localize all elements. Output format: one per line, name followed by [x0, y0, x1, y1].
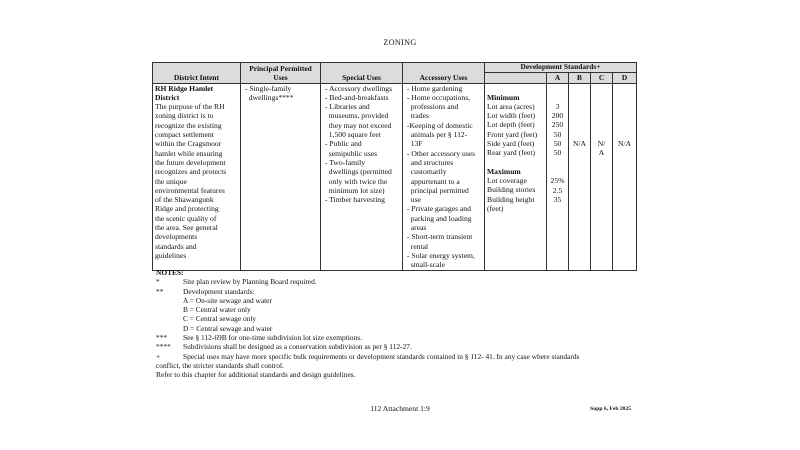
standard-label: Rear yard (feet)	[487, 148, 536, 158]
col-c-values-cell	[591, 83, 613, 270]
note-marker: *	[156, 277, 160, 287]
header-accessory-uses: Accessory Uses	[403, 63, 485, 84]
standard-label: Lot coverage	[487, 175, 527, 185]
note-item	[156, 277, 636, 286]
notes-section	[156, 268, 636, 380]
page-title: ZONING	[383, 38, 417, 47]
table-row	[153, 83, 637, 270]
col-d-values-cell	[613, 83, 637, 270]
note-text: See § 112-69B for one-time subdivision lot size exemptions.	[183, 333, 362, 343]
col-b-value: N/A	[572, 139, 587, 149]
note-item	[156, 342, 636, 351]
note-item	[156, 352, 636, 361]
principal-uses-cell	[241, 83, 321, 270]
special-use-line: - Timber harvesting	[325, 195, 385, 205]
accessory-use-line: - Other accessory uses	[407, 148, 476, 158]
special-use-line: - Public and	[325, 139, 362, 149]
accessory-use-line: - Home occupations,	[407, 92, 471, 102]
intent-line: the future development	[155, 157, 226, 167]
accessory-use-line: areas	[407, 223, 427, 233]
note-text: Development standards:	[183, 286, 255, 296]
accessory-use-line: customarily	[407, 167, 447, 177]
col-c-value: N/	[597, 139, 606, 149]
special-use-line: dwellings (permitted	[325, 167, 392, 177]
intent-line: the area. See general	[155, 223, 218, 233]
special-use-line: - Bed-and-breakfasts	[325, 92, 389, 102]
special-use-line: - Accessory dwellings	[325, 83, 393, 93]
standard-label: (feet)	[487, 203, 504, 213]
intent-line: recognizes and protects	[155, 167, 227, 177]
accessory-use-line: - Home gardening	[407, 83, 463, 93]
special-use-line: museums, provided	[325, 111, 389, 121]
header-col-a: A	[547, 72, 569, 83]
col-b-values-cell	[569, 83, 591, 270]
note-subitem: D = Central sewage and water	[183, 323, 273, 333]
district-name: RH Ridge Hamlet District	[155, 83, 214, 102]
standard-label: Building stories	[487, 185, 536, 195]
col-a-value: 2.5	[552, 185, 563, 195]
col-d-value: N/A	[617, 139, 632, 149]
header-development-standards: Development Standards+	[485, 63, 637, 73]
special-uses-cell	[321, 83, 403, 270]
col-a-value: 50	[553, 148, 562, 158]
standard-label: Lot area (acres)	[487, 101, 535, 111]
maximum-heading: Maximum	[487, 166, 521, 176]
intent-line: hamlet while ensuring	[155, 148, 223, 158]
header-col-c: C	[591, 72, 613, 83]
col-a-values-cell	[547, 83, 569, 270]
header-standards-blank	[485, 72, 547, 83]
intent-line: Ridge and protecting	[155, 204, 219, 214]
special-use-line: semipublic uses	[325, 148, 378, 158]
accessory-use-line: - Short-term transient	[407, 232, 473, 242]
accessory-use-line: -Keeping of domestic	[407, 120, 473, 130]
minimum-heading: Minimum	[487, 92, 520, 102]
accessory-use-line: small-scale	[407, 260, 445, 270]
page-number: 112 Attachment 1:9	[370, 404, 430, 413]
header-district-intent: District Intent	[153, 63, 241, 84]
col-a-value: 50	[553, 139, 562, 149]
note-text: Subdivisions shall be designed as a conservation subdivision as per § 112-27.	[183, 342, 412, 352]
note-item	[156, 287, 636, 296]
accessory-use-line: professions and	[407, 102, 459, 112]
note-continuation: conflict, the stricter standards shall control.	[156, 360, 284, 370]
intent-line: recognize the existing	[155, 120, 222, 130]
note-text: Refer to this chapter for additional standards and design guidelines.	[156, 370, 356, 380]
accessory-use-line: 13F	[407, 139, 423, 149]
accessory-use-line: - Private garages and	[407, 204, 471, 214]
note-marker: **	[156, 286, 164, 296]
intent-line: compact settlement	[155, 130, 214, 140]
accessory-use-line: use	[407, 195, 421, 205]
zoning-table	[152, 62, 637, 271]
intent-line: the unique	[155, 176, 187, 186]
intent-line: The purpose of the RH	[155, 102, 225, 112]
col-a-value: 200	[551, 111, 564, 121]
intent-line: the scenic quality of	[155, 213, 217, 223]
intent-line: within the Cragsmoor	[155, 139, 222, 149]
special-use-line: they may not exceed	[325, 120, 392, 130]
notes-heading: NOTES:	[156, 268, 184, 277]
standards-labels-cell	[485, 83, 547, 270]
col-a-value: 250	[551, 120, 564, 130]
note-text: Site plan review by Planning Board required.	[183, 277, 317, 287]
note-marker: ****	[156, 342, 171, 352]
col-a-value: 25%	[550, 176, 565, 186]
note-text: Special uses may have more specific bulk requirements or development standards contained in § 112- 41. In any case where standards	[183, 351, 580, 361]
note-subitem: C = Central sewage only	[183, 314, 257, 324]
special-use-line: - Libraries and	[325, 102, 370, 112]
standard-label: Lot depth (feet)	[487, 120, 535, 130]
note-marker: +	[156, 351, 161, 361]
header-col-b: B	[569, 72, 591, 83]
note-subitem: B = Central water only	[183, 305, 251, 315]
principal-use-line: - Single-family	[245, 83, 292, 93]
standard-label: Side yard (feet)	[487, 139, 535, 149]
principal-use-line: dwellings****	[245, 92, 294, 102]
col-c-value: A	[598, 148, 605, 158]
col-a-value: 50	[553, 129, 562, 139]
note-subitem: A = On-site sewage and water	[183, 295, 272, 305]
intent-line: standards and	[155, 241, 197, 251]
header-special-uses: Special Uses	[321, 63, 403, 84]
intent-line: of the Shawangunk	[155, 195, 214, 205]
col-a-value: 3	[555, 101, 560, 111]
standard-label: Front yard (feet)	[487, 129, 538, 139]
intent-line: environmental features	[155, 185, 225, 195]
accessory-use-line: trades	[407, 111, 429, 121]
accessory-use-line: - Solar energy system,	[407, 250, 475, 260]
standard-label: Building height	[487, 194, 535, 204]
col-a-value: 35	[553, 194, 562, 204]
intent-line: zoning district is to	[155, 111, 214, 121]
accessory-use-line: animals per § 112-	[407, 130, 468, 140]
note-item	[156, 333, 636, 342]
accessory-use-line: and structures	[407, 157, 454, 167]
accessory-uses-cell	[403, 83, 485, 270]
district-intent-cell	[153, 83, 241, 270]
intent-line: guidelines	[155, 250, 187, 260]
standard-label: Lot width (feet)	[487, 111, 536, 121]
intent-line: developments	[155, 232, 198, 242]
special-use-line: only with twice the	[325, 176, 388, 186]
accessory-use-line: principal permitted	[407, 185, 469, 195]
accessory-use-line: rental	[407, 241, 429, 251]
header-col-d: D	[613, 72, 637, 83]
accessory-use-line: parking and loading	[407, 213, 472, 223]
note-marker: ***	[156, 333, 168, 343]
special-use-line: 1,500 square feet	[325, 130, 381, 140]
supplement-label: Supp 6, Feb 2025	[590, 406, 632, 412]
header-principal-uses: Principal Permitted Uses	[241, 63, 321, 84]
special-use-line: - Two-family	[325, 157, 366, 167]
special-use-line: minimum lot size)	[325, 185, 385, 195]
accessory-use-line: appurtenant to a	[407, 176, 460, 186]
